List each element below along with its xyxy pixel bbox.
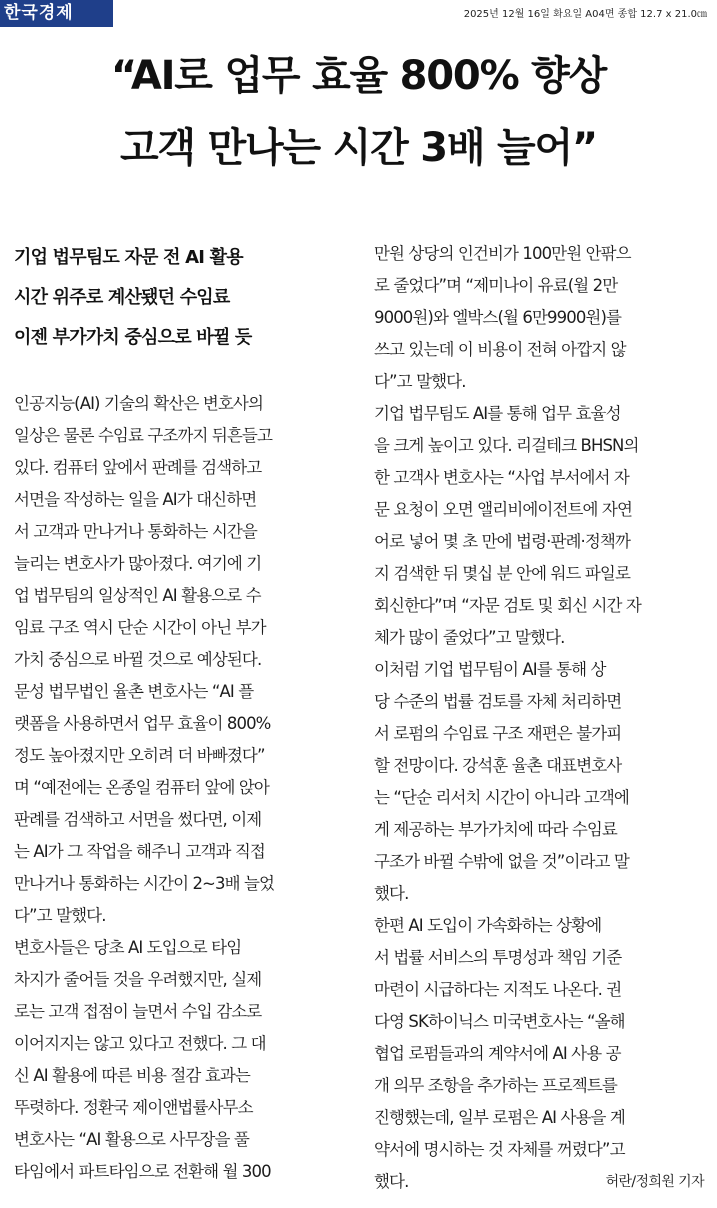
body-line: 서면을 작성하는 일을 AI가 대신하면 bbox=[14, 490, 257, 509]
body-line: 서 고객과 만나거나 통화하는 시간을 bbox=[14, 522, 257, 541]
body-line: 이처럼 기업 법무팀이 AI를 통해 상 bbox=[374, 660, 606, 679]
subheadline bbox=[14, 238, 354, 358]
body-line: 서 법률 서비스의 투명성과 책임 기준 bbox=[374, 948, 622, 967]
body-line: 있다. 컴퓨터 앞에서 판례를 검색하고 bbox=[14, 458, 262, 477]
article-body-right bbox=[374, 238, 714, 1198]
body-line: 진행했는데, 일부 로펌은 AI 사용을 계 bbox=[374, 1108, 625, 1127]
article-column-right bbox=[374, 238, 714, 1198]
body-line: 임료 구조 역시 단순 시간이 아닌 부가 bbox=[14, 618, 266, 637]
body-line: 뚜렷하다. 정환국 제이앤법률사무소 bbox=[14, 1098, 253, 1117]
body-line: 로 줄었다”며 “제미나이 유료(월 2만 bbox=[374, 276, 618, 295]
byline: 허란/정희원 기자 bbox=[605, 1174, 704, 1190]
body-line: 개 의무 조항을 추가하는 프로젝트를 bbox=[374, 1076, 617, 1095]
body-line: 랫폼을 사용하면서 업무 효율이 800% bbox=[14, 714, 271, 733]
subheadline-line: 이젠 부가가치 중심으로 바뀔 듯 bbox=[14, 327, 252, 348]
body-line: 변호사들은 당초 AI 도입으로 타임 bbox=[14, 938, 242, 957]
body-line: 는 “단순 리서치 시간이 아니라 고객에 bbox=[374, 788, 629, 807]
body-line: 했다. bbox=[374, 884, 409, 903]
body-line: 쓰고 있는데 이 비용이 전혀 아깝지 않 bbox=[374, 340, 626, 359]
body-line: 는 AI가 그 작업을 해주니 고객과 직접 bbox=[14, 842, 265, 861]
body-line: 차지가 줄어들 것을 우려했지만, 실제 bbox=[14, 970, 262, 989]
body-line: 정도 높아졌지만 오히려 더 바빠졌다” bbox=[14, 746, 265, 765]
body-line: 기업 법무팀도 AI를 통해 업무 효율성 bbox=[374, 404, 621, 423]
body-line: 다”고 말했다. bbox=[14, 906, 106, 925]
body-line: 9000원)와 엘박스(월 6만9900원)를 bbox=[374, 308, 622, 327]
body-line: 다”고 말했다. bbox=[374, 372, 466, 391]
body-line: 만원 상당의 인건비가 100만원 안팎으 bbox=[374, 244, 631, 263]
body-line: 일상은 물론 수임료 구조까지 뒤흔들고 bbox=[14, 426, 273, 445]
subheadline-line: 기업 법무팀도 자문 전 AI 활용 bbox=[14, 247, 243, 268]
body-line: 어로 넣어 몇 초 만에 법령·판례·정책까 bbox=[374, 532, 630, 551]
body-line: 업 법무팀의 일상적인 AI 활용으로 수 bbox=[14, 586, 261, 605]
body-line: 판례를 검색하고 서면을 썼다면, 이제 bbox=[14, 810, 262, 829]
issue-info: 2025년 12월 16일 화요일 A04면 종합 12.7 x 21.0㎝ bbox=[463, 9, 707, 20]
body-line: 신 AI 활용에 따른 비용 절감 효과는 bbox=[14, 1066, 250, 1085]
body-line: 마련이 시급하다는 지적도 나온다. 권 bbox=[374, 980, 622, 999]
subheadline-line: 시간 위주로 계산됐던 수임료 bbox=[14, 287, 230, 308]
article-body-left bbox=[14, 388, 354, 1188]
body-line: 협업 로펌들과의 계약서에 AI 사용 공 bbox=[374, 1044, 621, 1063]
headline bbox=[0, 40, 717, 184]
body-line: 다영 SK하이닉스 미국변호사는 “올해 bbox=[374, 1012, 625, 1031]
last-line-row bbox=[374, 1166, 714, 1198]
body-line: 늘리는 변호사가 많아졌다. 여기에 기 bbox=[14, 554, 262, 573]
body-line: 인공지능(AI) 기술의 확산은 변호사의 bbox=[14, 394, 264, 413]
body-line: 을 크게 높이고 있다. 리걸테크 BHSN의 bbox=[374, 436, 639, 455]
body-line: 변호사는 “AI 활용으로 사무장을 풀 bbox=[14, 1130, 249, 1149]
body-line: 한편 AI 도입이 가속화하는 상황에 bbox=[374, 916, 602, 935]
body-line: 한 고객사 변호사는 “사업 부서에서 자 bbox=[374, 468, 629, 487]
body-line: 체가 많이 줄었다”고 말했다. bbox=[374, 628, 565, 647]
body-line: 구조가 바뀔 수밖에 없을 것”이라고 말 bbox=[374, 852, 629, 871]
body-line: 서 로펌의 수임료 구조 재편은 불가피 bbox=[374, 724, 622, 743]
body-line: 이어지지는 않고 있다고 전했다. 그 대 bbox=[14, 1034, 266, 1053]
body-line: 만나거나 통화하는 시간이 2~3배 늘었 bbox=[14, 874, 275, 893]
body-line: 타임에서 파트타임으로 전환해 월 300 bbox=[14, 1162, 271, 1181]
body-line: 할 전망이다. 강석훈 율촌 대표변호사 bbox=[374, 756, 622, 775]
headline-line: 고객 만나는 시간 3배 늘어” bbox=[119, 125, 598, 171]
body-line: 약서에 명시하는 것 자체를 꺼렸다”고 bbox=[374, 1140, 625, 1159]
article-column-left bbox=[14, 238, 354, 1188]
newspaper-masthead: 한국경제 bbox=[0, 0, 113, 27]
headline-line: “AI로 업무 효율 800% 향상 bbox=[110, 53, 607, 99]
body-line: 했다. bbox=[374, 1172, 409, 1191]
body-line: 문성 법무법인 율촌 변호사는 “AI 플 bbox=[14, 682, 254, 701]
body-line: 회신한다”며 “자문 검토 및 회신 시간 자 bbox=[374, 596, 641, 615]
body-line: 며 “예전에는 온종일 컴퓨터 앞에 앉아 bbox=[14, 778, 269, 797]
body-line: 로는 고객 접점이 늘면서 수입 감소로 bbox=[14, 1002, 262, 1021]
body-line: 문 요청이 오면 앨리비에이전트에 자연 bbox=[374, 500, 633, 519]
body-line: 게 제공하는 부가가치에 따라 수임료 bbox=[374, 820, 617, 839]
body-line: 지 검색한 뒤 몇십 분 안에 워드 파일로 bbox=[374, 564, 630, 583]
body-line: 가치 중심으로 바뀔 것으로 예상된다. bbox=[14, 650, 262, 669]
body-line: 당 수준의 법률 검토를 자체 처리하면 bbox=[374, 692, 622, 711]
